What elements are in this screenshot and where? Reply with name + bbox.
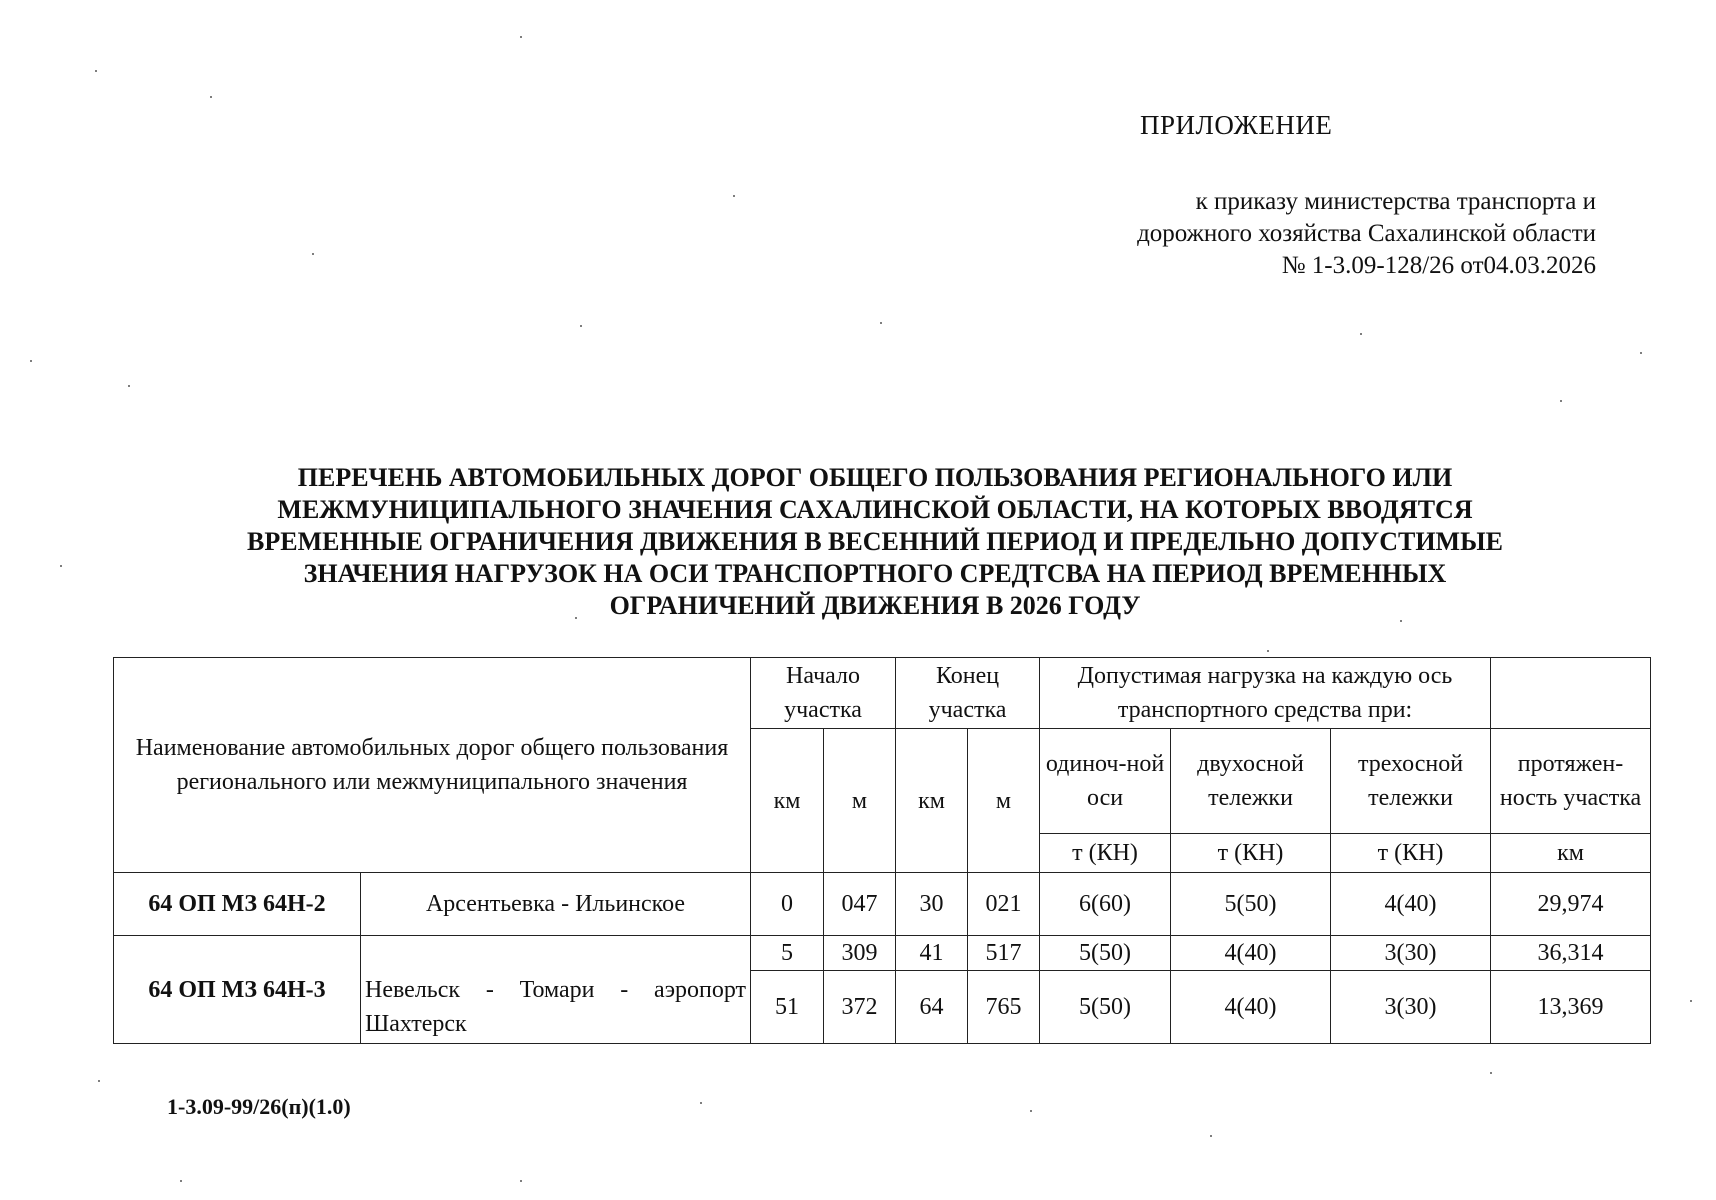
header-double-bogie: двухосной тележки [1171, 729, 1331, 834]
scan-speck [700, 1102, 702, 1104]
start-km: 5 [751, 936, 824, 971]
scan-speck [1560, 400, 1562, 402]
load-double: 4(40) [1171, 971, 1331, 1044]
scan-speck [520, 36, 522, 38]
header-single-axle: одиноч-ной оси [1040, 729, 1171, 834]
scan-speck [1400, 620, 1402, 622]
document-title [170, 462, 1580, 622]
scan-speck [580, 325, 582, 327]
load-triple: 4(40) [1331, 873, 1491, 936]
scan-speck [520, 1180, 522, 1182]
scan-speck [1490, 1072, 1492, 1074]
scan-speck [575, 617, 577, 619]
scan-speck [1640, 352, 1642, 354]
scan-speck [1267, 650, 1269, 652]
header-end: Конец участка [896, 658, 1040, 729]
unit-length: км [1491, 834, 1651, 873]
roads-table [113, 657, 1651, 1044]
header-blank [1491, 658, 1651, 729]
table-row [114, 873, 1651, 936]
scan-speck [60, 565, 62, 567]
header-road-name: Наименование автомобильных дорог общего пользования регионального или межмуниципального значения [114, 658, 751, 873]
scan-speck [733, 195, 735, 197]
end-m: 021 [968, 873, 1040, 936]
load-double: 4(40) [1171, 936, 1331, 971]
end-km: 41 [896, 936, 968, 971]
scan-speck [98, 1080, 100, 1082]
header-length: протяжен-ность участка [1491, 729, 1651, 834]
road-name: Арсентьевка - Ильинское [361, 873, 751, 936]
scan-speck [1030, 1110, 1032, 1112]
road-code: 64 ОП МЗ 64Н-3 [114, 936, 361, 1044]
scan-speck [312, 253, 314, 255]
header-load-group: Допустимая нагрузка на каждую ось транспортного средства при: [1040, 658, 1491, 729]
title-line-4: ЗНАЧЕНИЯ НАГРУЗОК НА ОСИ ТРАНСПОРТНОГО СРЕДТСВА НА ПЕРИОД ВРЕМЕННЫХ [303, 559, 1447, 588]
table-row [114, 936, 1651, 971]
scan-speck [180, 1180, 182, 1182]
title-line-5: ОГРАНИЧЕНИЙ ДВИЖЕНИЯ В 2026 ГОДУ [609, 591, 1141, 620]
title-line-1: ПЕРЕЧЕНЬ АВТОМОБИЛЬНЫХ ДОРОГ ОБЩЕГО ПОЛЬЗОВАНИЯ РЕГИОНАЛЬНОГО ИЛИ [297, 463, 1453, 492]
road-code: 64 ОП МЗ 64Н-2 [114, 873, 361, 936]
title-line-2: МЕЖМУНИЦИПАЛЬНОГО ЗНАЧЕНИЯ САХАЛИНСКОЙ ОБЛАСТИ, НА КОТОРЫХ ВВОДЯТСЯ [277, 495, 1473, 524]
order-line-3: № 1-3.09-128/26 от04.03.2026 [1281, 252, 1596, 279]
end-km: 30 [896, 873, 968, 936]
scan-speck [1690, 1000, 1692, 1002]
start-km: 0 [751, 873, 824, 936]
header-end-km: км [896, 729, 968, 873]
scan-speck [128, 385, 130, 387]
section-length: 29,974 [1491, 873, 1651, 936]
order-line-1: к приказу министерства транспорта и [1195, 188, 1596, 215]
header-start: Начало участка [751, 658, 896, 729]
end-m: 765 [968, 971, 1040, 1044]
start-km: 51 [751, 971, 824, 1044]
unit-single: т (КН) [1040, 834, 1171, 873]
load-single: 6(60) [1040, 873, 1171, 936]
load-triple: 3(30) [1331, 971, 1491, 1044]
scan-speck [95, 70, 97, 72]
order-reference [1137, 186, 1596, 282]
load-triple: 3(30) [1331, 936, 1491, 971]
unit-triple: т (КН) [1331, 834, 1491, 873]
section-length: 36,314 [1491, 936, 1651, 971]
scan-speck [1210, 1135, 1212, 1137]
road-name: Невельск - Томари - аэропорт Шахтерск [361, 936, 751, 1044]
scan-speck [1360, 333, 1362, 335]
document-code: 1-3.09-99/26(п)(1.0) [167, 1094, 351, 1119]
header-start-km: км [751, 729, 824, 873]
load-single: 5(50) [1040, 936, 1171, 971]
unit-double: т (КН) [1171, 834, 1331, 873]
section-length: 13,369 [1491, 971, 1651, 1044]
header-row-top [114, 658, 1651, 729]
header-end-m: м [968, 729, 1040, 873]
scan-speck [210, 96, 212, 98]
scan-speck [30, 360, 32, 362]
start-m: 309 [824, 936, 896, 971]
header-start-m: м [824, 729, 896, 873]
load-single: 5(50) [1040, 971, 1171, 1044]
start-m: 047 [824, 873, 896, 936]
title-line-3: ВРЕМЕННЫЕ ОГРАНИЧЕНИЯ ДВИЖЕНИЯ В ВЕСЕННИЙ ПЕРИОД И ПРЕДЕЛЬНО ДОПУСТИМЫЕ [247, 527, 1503, 556]
load-double: 5(50) [1171, 873, 1331, 936]
appendix-title: ПРИЛОЖЕНИЕ [1140, 110, 1333, 140]
scan-speck [880, 322, 882, 324]
header-triple-bogie: трехосной тележки [1331, 729, 1491, 834]
start-m: 372 [824, 971, 896, 1044]
order-line-2: дорожного хозяйства Сахалинской области [1137, 220, 1596, 247]
end-m: 517 [968, 936, 1040, 971]
end-km: 64 [896, 971, 968, 1044]
